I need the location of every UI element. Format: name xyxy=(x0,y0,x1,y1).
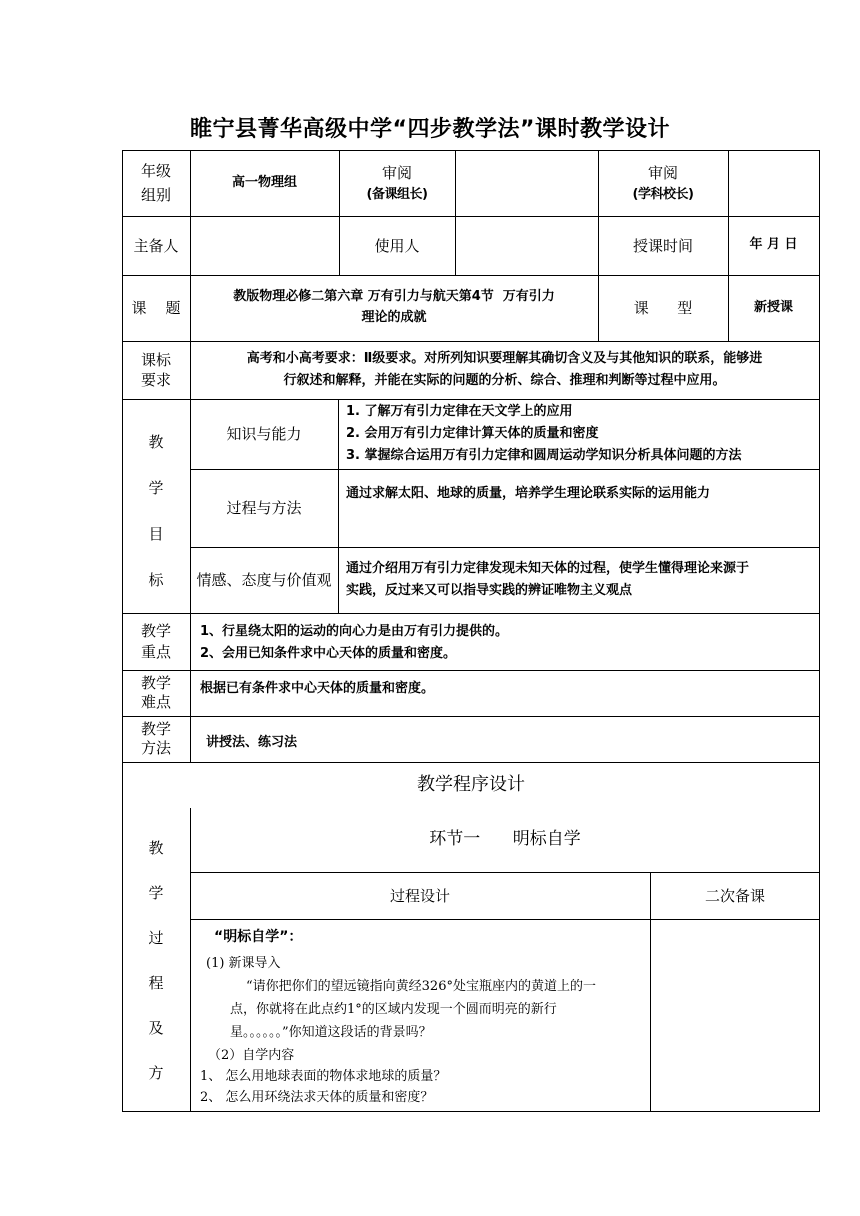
page-title: 睢宁县菁华高级中学“四步教学法”课时教学设计 xyxy=(190,117,670,142)
review-group-leader-value[interactable] xyxy=(455,150,598,216)
process-method-label: 过程与方法 xyxy=(226,499,302,517)
intro-label: (1) 新课导入 xyxy=(206,956,281,971)
knowledge-list: 1. 了解万有引力定律在天文学上的应用 2. 会用万有引力定律计算天体的质量和密度 3. 掌握综合运用万有引力定律和圆周运动学知识分析具体问题的方法 xyxy=(346,404,742,463)
review-principal-value[interactable] xyxy=(728,150,819,216)
key-points-list: 1、行星绕太阳的运动的向心力是由万有引力提供的。 2、会用已知条件求中心天体的质量和密度。 xyxy=(200,624,509,661)
objectives-label: 教 学 目 标 xyxy=(148,433,164,589)
intro-quote-line1: “请你把你们的望远镜指向黄经326°处宝瓶座内的黄道上的一 xyxy=(246,979,596,994)
knowledge-label: 知识与能力 xyxy=(226,425,302,443)
preparer-value[interactable] xyxy=(190,216,339,275)
second-prep-cell[interactable] xyxy=(650,919,820,1111)
emotion-label: 情感、态度与价值观 xyxy=(196,571,332,589)
intro-quote-line3: 星。。。。。。”你知道这段话的背景吗？ xyxy=(230,1025,432,1040)
review-principal-label: 审阅 (学科校长) xyxy=(632,163,694,202)
program-heading: 教学程序设计 xyxy=(417,773,525,795)
question-1: 1、 怎么用地球表面的物体求地球的质量？ xyxy=(200,1069,447,1084)
self-study-title: “明标自学”： xyxy=(214,929,303,945)
process-method-text: 通过求解太阳、地球的质量，培养学生理论联系实际的运用能力 xyxy=(346,485,711,501)
difficulties-label: 教学 难点 xyxy=(140,673,171,711)
intro-quote-line2: 点，你就将在此点约1°的区域内发现一个圆而明亮的新行 xyxy=(230,1002,557,1017)
topic-value: 教版物理必修二第六章 万有引力与航天第4节 万有引力 理论的成就 xyxy=(233,289,555,325)
section-title: 环节一 明标自学 xyxy=(429,829,581,850)
lesson-type-value: 新授课 xyxy=(753,299,793,315)
process-design-header: 过程设计 xyxy=(389,886,450,905)
second-prep-header: 二次备课 xyxy=(704,886,765,905)
standard-label: 课标 要求 xyxy=(140,350,171,389)
content-label: （2）自学内容 xyxy=(208,1048,295,1063)
emotion-text: 通过介绍用万有引力定律发现未知天体的过程，使学生懂得理论来源于 实践，反过来又可以指导实践的辨证唯物主义观点 xyxy=(346,561,750,598)
user-label: 使用人 xyxy=(374,236,420,255)
difficulties-text: 根据已有条件求中心天体的质量和密度。 xyxy=(200,681,435,696)
methods-text: 讲授法、练习法 xyxy=(206,735,298,750)
teaching-time-label: 授课时间 xyxy=(632,236,693,255)
lesson-design-table xyxy=(122,150,820,1112)
process-side-label: 教 学 过 程 及 方 xyxy=(148,839,164,1082)
methods-label: 教学 方法 xyxy=(140,719,171,757)
teaching-time-value: 年 月 日 xyxy=(749,237,798,253)
review-group-leader-label: 审阅 (备课组长) xyxy=(366,163,428,202)
standard-text: 高考和小高考要求：Ⅱ级要求。对所列知识要理解其确切含义及与其他知识的联系，能够进 行叙述和解释，并能在实际的问题的分析、综合、推理和判断等过程中应用。 xyxy=(246,351,763,388)
question-2: 2、 怎么用环绕法求天体的质量和密度？ xyxy=(200,1090,434,1105)
lesson-type-label: 课 型 xyxy=(633,299,693,317)
grade-label: 年级 组别 xyxy=(140,162,171,204)
user-value[interactable] xyxy=(455,216,598,275)
topic-label: 课 题 xyxy=(131,299,181,317)
key-points-label: 教学 重点 xyxy=(140,622,171,661)
preparer-label: 主备人 xyxy=(133,236,179,255)
grade-value: 高一物理组 xyxy=(231,174,297,190)
